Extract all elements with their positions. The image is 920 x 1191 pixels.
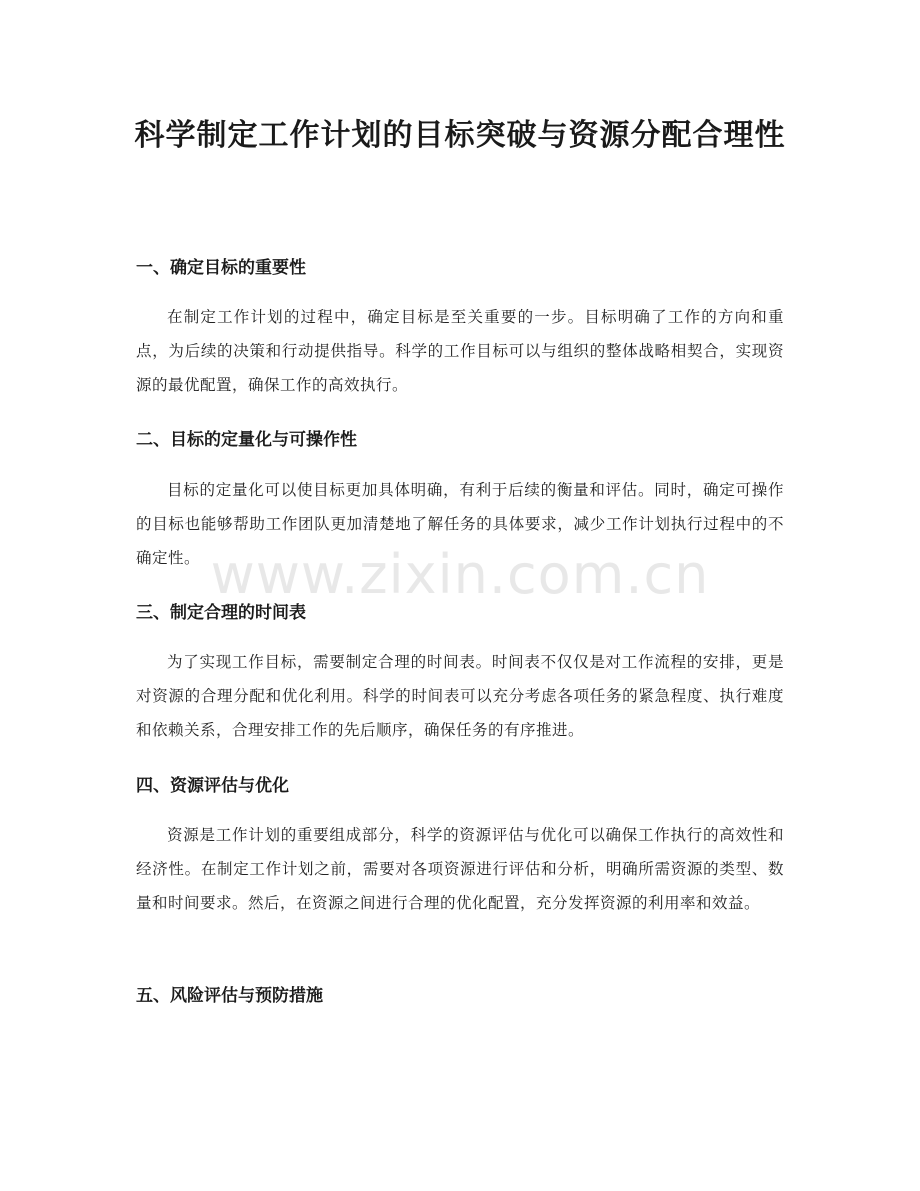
section-heading-1: 一、确定目标的重要性 [136,258,306,278]
section-paragraph-1: 在制定工作计划的过程中，确定目标是至关重要的一步。目标明确了工作的方向和重点，为后续的决策和行动提供指导。科学的工作目标可以与组织的整体战略相契合，实现资源的最优配置，确保工作的高效执行。 [136,308,784,394]
document-title: 科学制定工作计划的目标突破与资源分配合理性 [134,118,786,153]
watermark: www.zixin.com.cn [210,543,710,606]
section-heading-2: 二、目标的定量化与可操作性 [136,430,357,450]
section-paragraph-4: 资源是工作计划的重要组成部分，科学的资源评估与优化可以确保工作执行的高效性和经济性。在制定工作计划之前，需要对各项资源进行评估和分析，明确所需资源的类型、数量和时间要求。然后，在资源之间进行合理的优化配置，充分发挥资源的利用率和效益。 [136,826,784,912]
section-heading-3: 三、制定合理的时间表 [136,603,306,623]
section-paragraph-2: 目标的定量化可以使目标更加具体明确，有利于后续的衡量和评估。同时，确定可操作的目标也能够帮助工作团队更加清楚地了解任务的具体要求，减少工作计划执行过程中的不确定性。 [136,481,784,567]
section-paragraph-3: 为了实现工作目标，需要制定合理的时间表。时间表不仅仅是对工作流程的安排，更是对资源的合理分配和优化利用。科学的时间表可以充分考虑各项任务的紧急程度、执行难度和依赖关系，合理安排工作的先后顺序，确保任务的有序推进。 [136,653,784,739]
section-heading-5: 五、风险评估与预防措施 [136,986,323,1006]
section-heading-4: 四、资源评估与优化 [136,776,289,796]
